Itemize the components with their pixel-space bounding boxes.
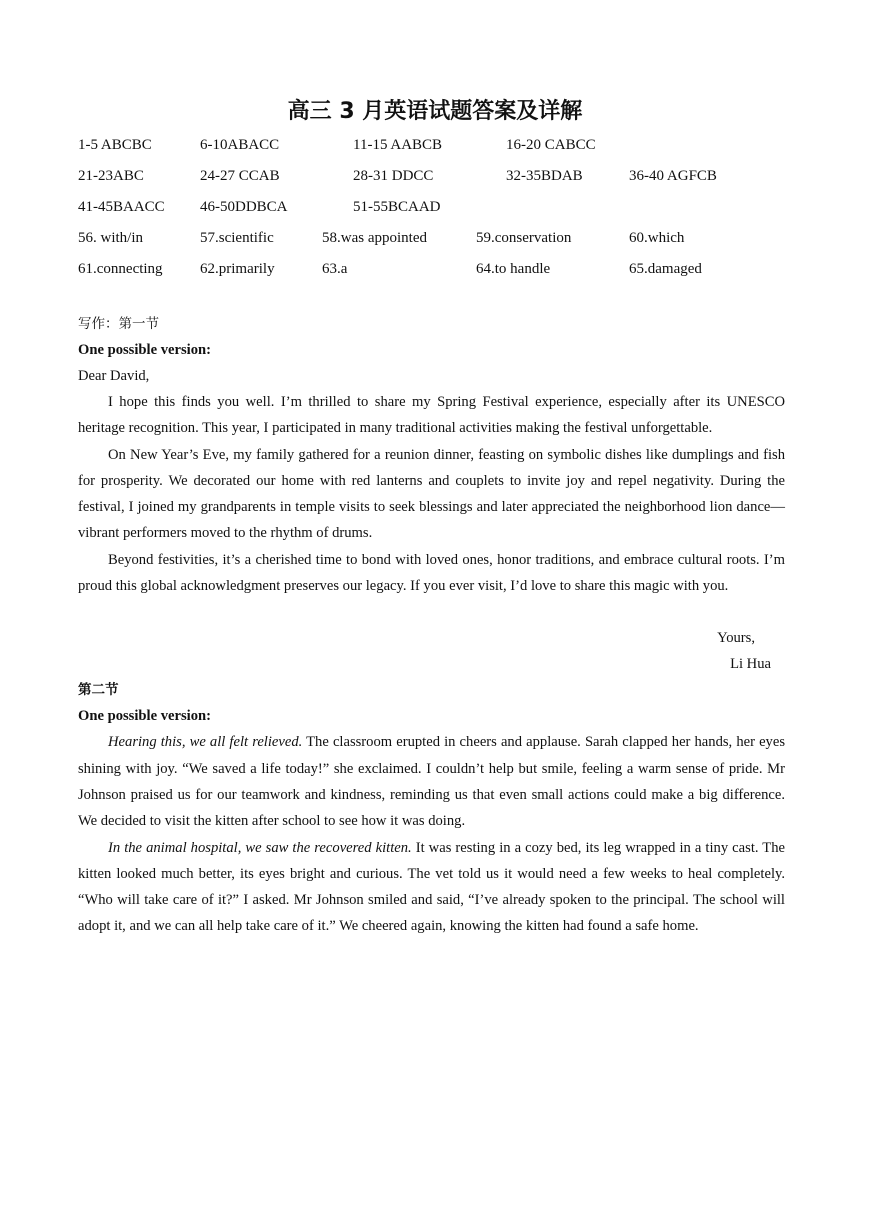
- answer-row: [78, 137, 798, 168]
- letter-closing: Yours,: [717, 630, 755, 647]
- answer-item: 57.scientific: [200, 230, 274, 246]
- letter-paragraph: I hope this finds you well. I’m thrilled to share my Spring Festival experience, especially after its UNESCO heritage recognition. This year, I participated in many traditional activities making the festival unforgettable.: [78, 394, 785, 437]
- letter-salutation: Dear David,: [78, 368, 150, 384]
- answer-row: [78, 168, 798, 199]
- answer-item: 24-27 CCAB: [200, 168, 280, 184]
- answer-item: 63.a: [322, 261, 348, 277]
- letter-paragraph: On New Year’s Eve, my family gathered for a reunion dinner, feasting on symbolic dishes like dumplings and fish for prosperity. We decorated our home with red lanterns and couplets to invite joy and repel negativity. During the festival, I joined my grandparents in temple visits to seek blessings and later appreciated the neighborhood lion dance—vibrant performers moved to the rhythm of drums.: [78, 446, 785, 542]
- answer-item: 21-23ABC: [78, 168, 144, 184]
- answer-item: 62.primarily: [200, 261, 275, 277]
- page-title: 高三 3 月英语试题答案及详解: [287, 99, 583, 124]
- paragraph-lead: In the animal hospital, we saw the recovered kitten.: [108, 839, 412, 856]
- answer-item: 56. with/in: [78, 230, 144, 246]
- answer-item: 58.was appointed: [322, 230, 427, 246]
- answer-item: 65.damaged: [629, 261, 702, 277]
- section-1-heading: 写作：第一节: [78, 316, 159, 332]
- story-paragraph: [78, 729, 785, 834]
- answer-item: 28-31 DDCC: [353, 168, 434, 184]
- spacer: [78, 599, 785, 625]
- answer-row: [78, 230, 798, 261]
- letter-paragraph: Beyond festivities, it’s a cherished time to bond with loved ones, honor traditions, and embrace cultural roots. I’m proud this global acknowledgment preserves our legacy. If you ever visit, I’d love to share this magic with you.: [78, 551, 785, 595]
- section-2-heading: 第二节: [78, 682, 119, 699]
- answer-item: 1-5 ABCBC: [78, 137, 152, 153]
- paragraph-text: It was resting in a cozy bed, its leg wrapped in a tiny cast. The kitten looked much better, its eyes bright and curious. The vet told us it would need a few weeks to heal completely. “Who will take care of it?” I asked. Mr Johnson smiled and said, “I’ve already spoken to the principal. The school will adopt it, and we can all help take care of it.” We cheered again, knowing the kitten had found a safe home.: [78, 839, 785, 935]
- answer-item: 64.to handle: [476, 261, 551, 277]
- answer-row: [78, 199, 798, 230]
- answer-item: 51-55BCAAD: [353, 199, 441, 215]
- answer-item: 61.connecting: [78, 261, 163, 277]
- answer-item: 59.conservation: [476, 230, 572, 246]
- answer-item: 6-10ABACC: [200, 137, 280, 153]
- writing-content: [78, 311, 785, 940]
- paragraph-text: The classroom erupted in cheers and applause. Sarah clapped her hands, her eyes shining with joy. “We saved a life today!” she exclaimed. I couldn’t help but smile, feeling a warm sense of pride. Mr Johnson praised us for our teamwork and kindness, reminding us that even small actions could make a big difference. We decided to visit the kitten after school to see how it was doing.: [78, 734, 785, 830]
- answer-row: [78, 261, 798, 292]
- answer-item: 11-15 AABCB: [353, 137, 443, 153]
- answer-item: 60.which: [629, 230, 685, 246]
- version-label: One possible version:: [78, 342, 211, 358]
- answer-item: 36-40 AGFCB: [629, 168, 717, 184]
- story-paragraph: [78, 835, 785, 940]
- answer-key: [78, 137, 798, 292]
- version-label: One possible version:: [78, 708, 211, 725]
- answer-item: 32-35BDAB: [506, 168, 583, 184]
- paragraph-lead: Hearing this, we all felt relieved.: [108, 734, 303, 751]
- answer-item: 46-50DDBCA: [200, 199, 288, 215]
- answer-item: 16-20 CABCC: [506, 137, 596, 153]
- answer-item: 41-45BAACC: [78, 199, 165, 215]
- letter-signature: Li Hua: [730, 656, 771, 673]
